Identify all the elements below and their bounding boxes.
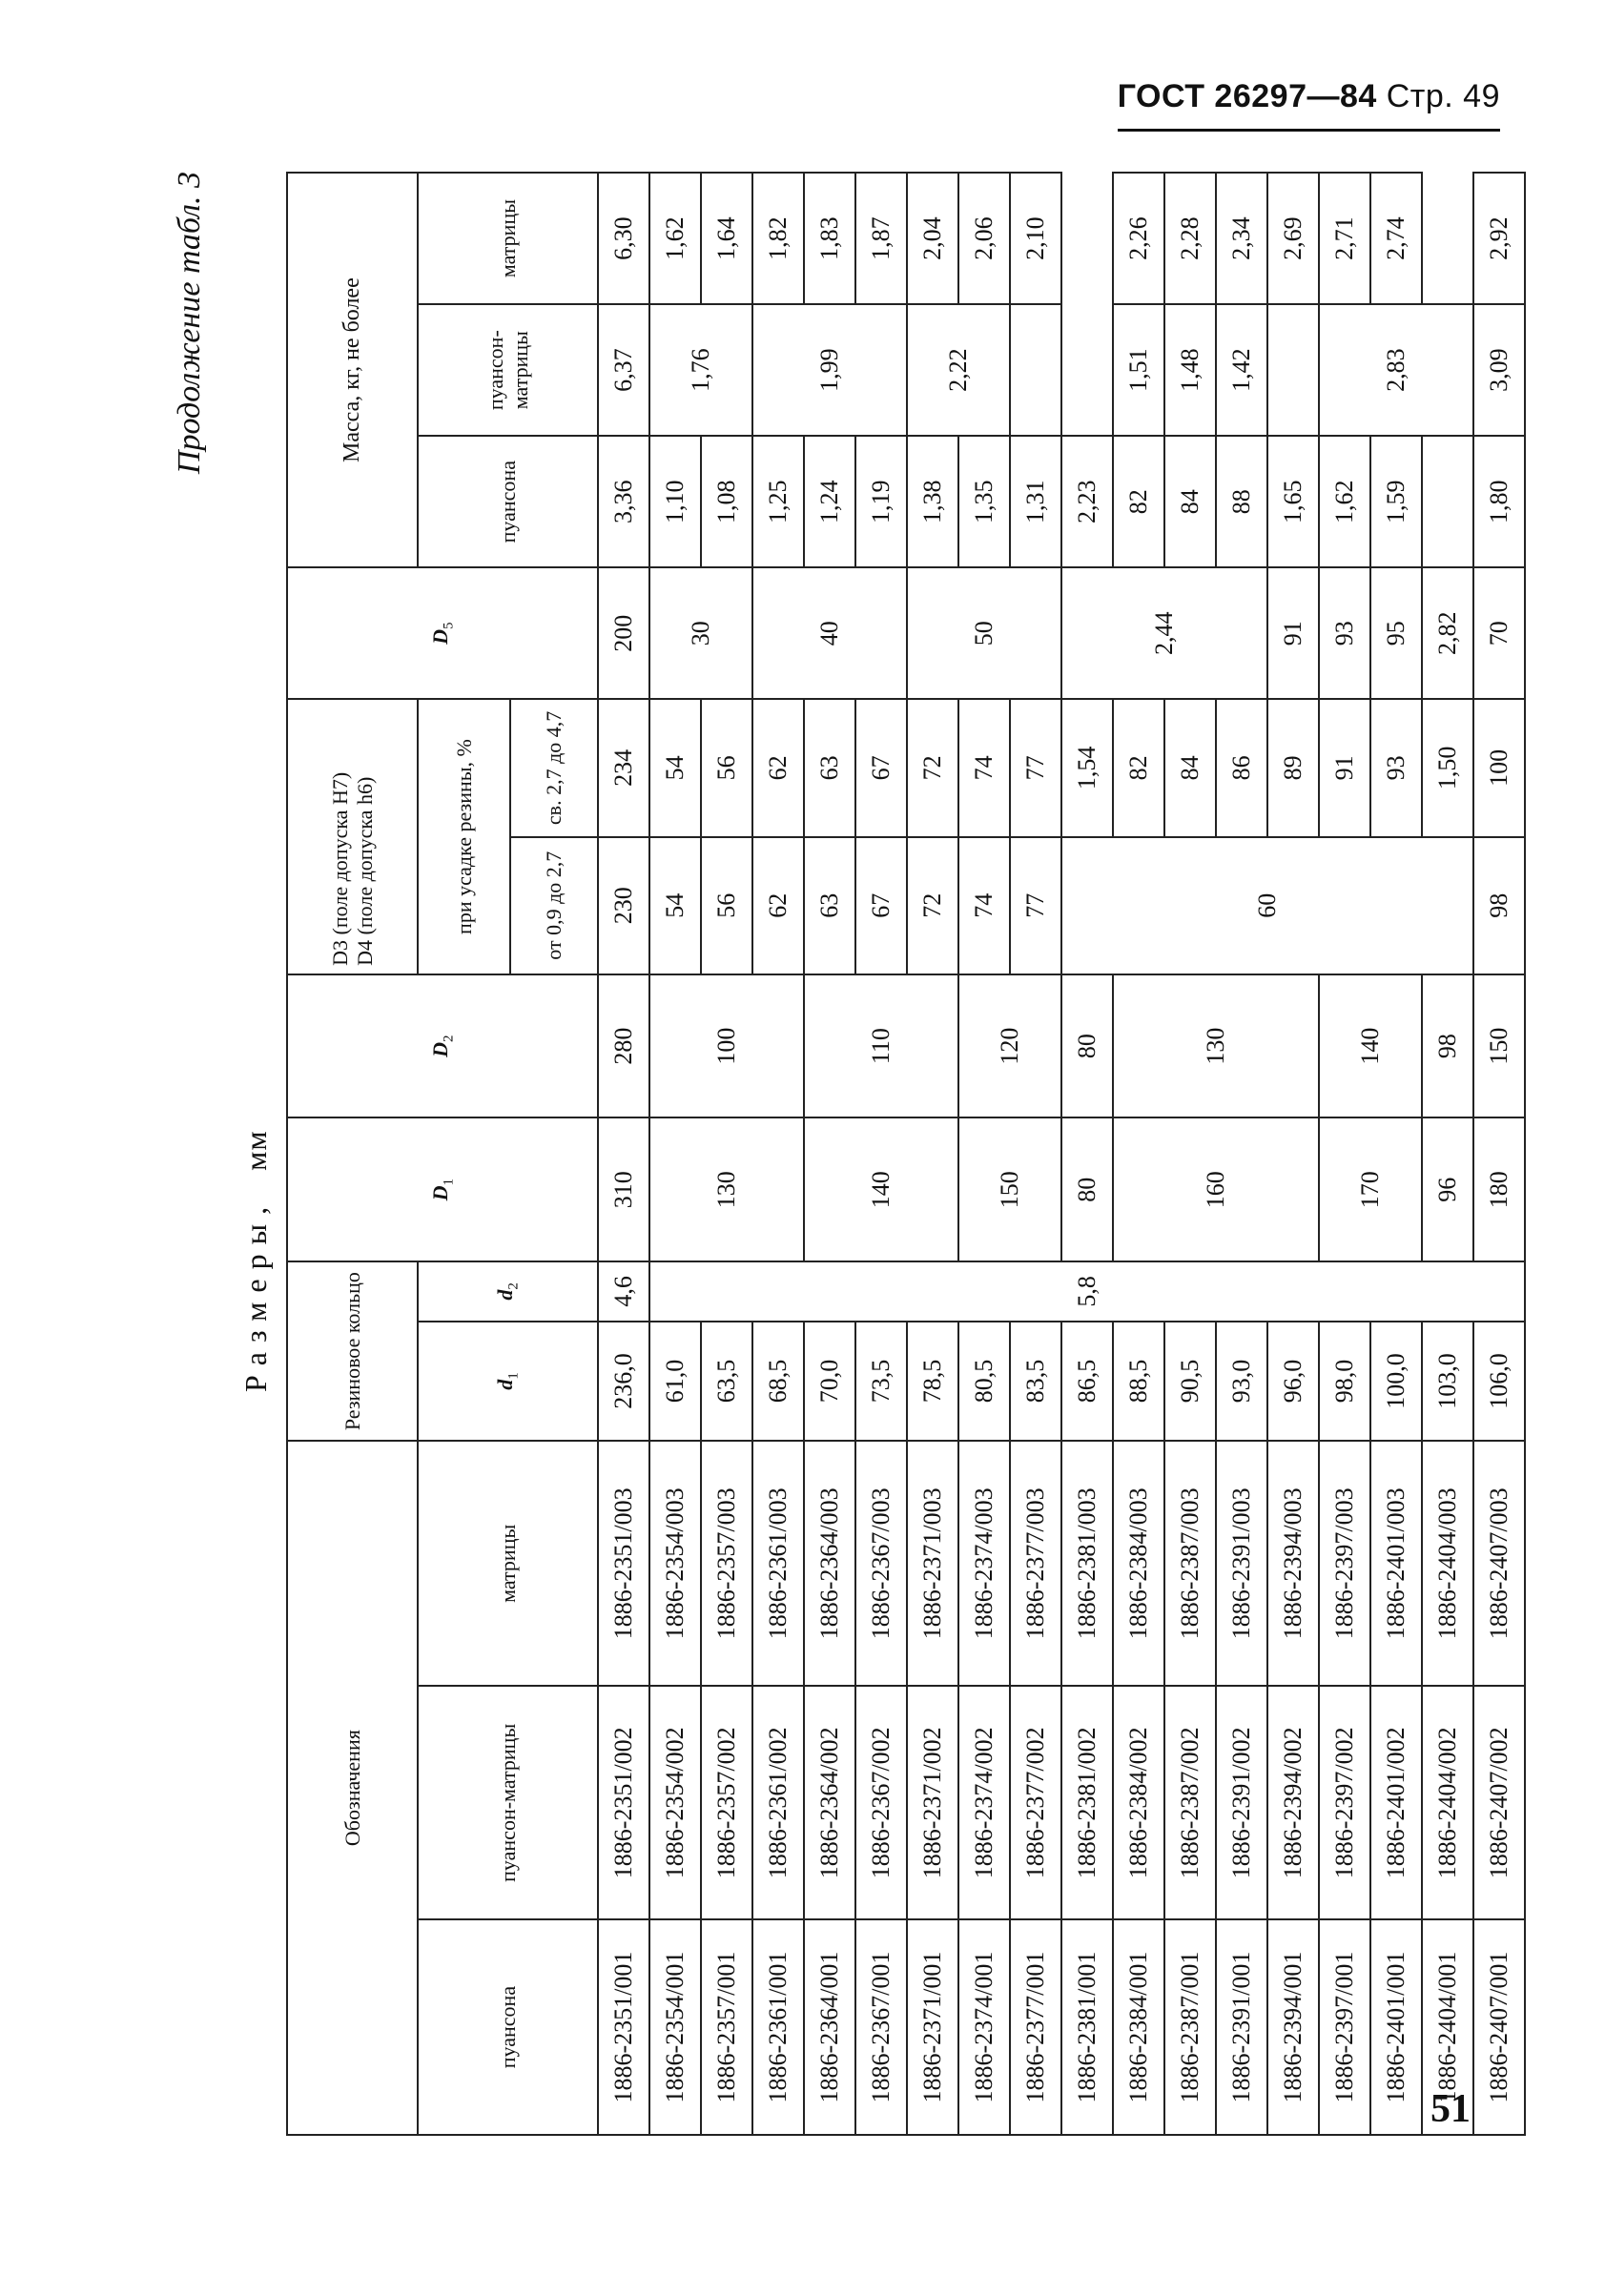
mass-matrix-value: 1,64 xyxy=(701,173,752,304)
D4-value: 100 xyxy=(1473,699,1525,836)
dimensions-table xyxy=(286,172,1526,2136)
D4-value: 67 xyxy=(855,699,907,836)
punch-code: 1886-2407/001 xyxy=(1473,1919,1525,2135)
standard-number: ГОСТ 26297—84 xyxy=(1117,78,1377,114)
mass-punch-matrix-header: пуансон-матрицы xyxy=(418,304,598,436)
mass-matrix-value: 2,71 xyxy=(1319,173,1370,304)
punch-code: 1886-2364/001 xyxy=(804,1919,855,2135)
ring-d1-value: 103,0 xyxy=(1422,1322,1473,1441)
punch-matrix-code: 1886-2354/002 xyxy=(649,1686,701,1919)
matrix-code: 1886-2364/003 xyxy=(804,1441,855,1686)
punch-code: 1886-2397/001 xyxy=(1319,1919,1370,2135)
punch-matrix-code: 1886-2357/002 xyxy=(701,1686,752,1919)
matrix-code: 1886-2357/003 xyxy=(701,1441,752,1686)
ring-d1-value: 80,5 xyxy=(958,1322,1010,1441)
table-body xyxy=(598,173,1525,2135)
ring-d1-value: 78,5 xyxy=(907,1322,958,1441)
mass-punch-value: 1,31 xyxy=(1010,436,1061,567)
D4-value: 80 xyxy=(1061,974,1113,1118)
mass-punch-value: 1,10 xyxy=(649,436,701,567)
mass-matrix-value: 2,06 xyxy=(958,173,1010,304)
ring-d1-value: 236,0 xyxy=(598,1322,649,1441)
D3-value: 67 xyxy=(855,837,907,974)
ring-d2-value: 4,6 xyxy=(598,1261,649,1322)
mass-punch-matrix-value: 1,76 xyxy=(649,304,752,436)
punch-code: 1886-2354/001 xyxy=(649,1919,701,2135)
ring-d1-value: 86,5 xyxy=(1061,1322,1113,1441)
dimensions-label: Размеры, xyxy=(238,1197,273,1392)
D1-value: 160 xyxy=(1113,1117,1319,1261)
D3-value: 98 xyxy=(1473,837,1525,974)
D4-value: 56 xyxy=(701,699,752,836)
D1-value: 170 xyxy=(1319,1117,1422,1261)
D2-value: 280 xyxy=(598,974,649,1118)
mass-punch-matrix-empty xyxy=(1267,304,1319,436)
designations-header: Обозначения xyxy=(287,1441,418,2135)
D4-value: 62 xyxy=(752,699,804,836)
D3-value: 62 xyxy=(752,837,804,974)
D4-value: 93 xyxy=(1319,567,1370,699)
table-row xyxy=(1319,173,1370,2135)
matrix-code: 1886-2381/003 xyxy=(1061,1441,1113,1686)
ring-d1-value: 73,5 xyxy=(855,1322,907,1441)
punch-code: 1886-2351/001 xyxy=(598,1919,649,2135)
D1-value: 130 xyxy=(649,1117,804,1261)
rotated-table-sheet xyxy=(172,172,1512,2136)
mass-punch-value: 3,36 xyxy=(598,436,649,567)
mass-matrix-value: 2,92 xyxy=(1473,173,1525,304)
D3-value: 74 xyxy=(958,837,1010,974)
matrix-code: 1886-2404/003 xyxy=(1422,1441,1473,1686)
mass-matrix-value: 1,83 xyxy=(804,173,855,304)
D3-value: 230 xyxy=(598,837,649,974)
D3-value: 63 xyxy=(804,837,855,974)
matrix-header: матрицы xyxy=(418,1441,598,1686)
punch-matrix-header: пуансон-матрицы xyxy=(418,1686,598,1919)
mass-punch-header: пуансона xyxy=(418,436,598,567)
punch-code: 1886-2357/001 xyxy=(701,1919,752,2135)
punch-matrix-code: 1886-2401/002 xyxy=(1370,1686,1422,1919)
matrix-code: 1886-2384/003 xyxy=(1113,1441,1164,1686)
D3-D4-header xyxy=(287,699,418,974)
d2-header: $d_2$ xyxy=(418,1261,598,1322)
D4-value: 72 xyxy=(907,699,958,836)
punch-code: 1886-2387/001 xyxy=(1164,1919,1216,2135)
D4-value: 63 xyxy=(804,699,855,836)
table-row xyxy=(804,173,855,2135)
punch-matrix-code: 1886-2377/002 xyxy=(1010,1686,1061,1919)
mass-matrix-value: 2,23 xyxy=(1061,436,1113,567)
D3-value: 72 xyxy=(907,837,958,974)
punch-code: 1886-2377/001 xyxy=(1010,1919,1061,2135)
D2-header: $D_2$ xyxy=(287,974,598,1118)
D3-value: 91 xyxy=(1319,699,1370,836)
D3-value: 56 xyxy=(701,837,752,974)
D4-value: 95 xyxy=(1370,567,1422,699)
D4-value: 234 xyxy=(598,699,649,836)
mass-matrix-value: 1,62 xyxy=(649,173,701,304)
D4-value: 74 xyxy=(958,699,1010,836)
punch-matrix-code: 1886-2384/002 xyxy=(1113,1686,1164,1919)
D2-value: 100 xyxy=(649,974,804,1118)
ring-d1-value: 61,0 xyxy=(649,1322,701,1441)
page-label: Стр. 49 xyxy=(1386,78,1500,114)
mass-punch-value: 1,50 xyxy=(1422,699,1473,836)
punch-code: 1886-2384/001 xyxy=(1113,1919,1164,2135)
mass-punch-matrix-value: 2,83 xyxy=(1319,304,1473,436)
D4-value: 88 xyxy=(1216,436,1267,567)
D2-value: 140 xyxy=(1319,974,1422,1118)
D3-tolerance-label: D3 (поле допуска H7) xyxy=(328,771,353,966)
mass-matrix-value: 2,10 xyxy=(1010,173,1061,304)
punch-matrix-code: 1886-2397/002 xyxy=(1319,1686,1370,1919)
mass-matrix-value: 1,87 xyxy=(855,173,907,304)
D3-value: 89 xyxy=(1267,699,1319,836)
shrinkage-header: при усадке резины, % xyxy=(418,699,510,974)
D3-value: 84 xyxy=(1164,699,1216,836)
table-row xyxy=(1422,173,1473,2135)
punch-matrix-code: 1886-2364/002 xyxy=(804,1686,855,1919)
D4-value: 77 xyxy=(1010,699,1061,836)
ring-d1-value: 68,5 xyxy=(752,1322,804,1441)
mass-punch-value: 1,59 xyxy=(1370,436,1422,567)
D3-value: 54 xyxy=(649,837,701,974)
page-header xyxy=(1118,78,1500,132)
table-row xyxy=(1061,173,1113,2135)
D1-value: 150 xyxy=(958,1117,1061,1261)
ring-d1-value: 98,0 xyxy=(1319,1322,1370,1441)
mass-punch-matrix-value: 2,44 xyxy=(1061,567,1267,699)
table-row xyxy=(649,173,701,2135)
D4-value: 91 xyxy=(1267,567,1319,699)
D4-value: 54 xyxy=(649,699,701,836)
D3-value: 80 xyxy=(1061,1117,1113,1261)
punch-code: 1886-2374/001 xyxy=(958,1919,1010,2135)
matrix-code: 1886-2397/003 xyxy=(1319,1441,1370,1686)
mass-punch-value: 1,24 xyxy=(804,436,855,567)
punch-matrix-code: 1886-2387/002 xyxy=(1164,1686,1216,1919)
table-row xyxy=(958,173,1010,2135)
ring-d1-value: 70,0 xyxy=(804,1322,855,1441)
rubber-ring-header: Резиновое кольцо xyxy=(287,1261,418,1441)
punch-matrix-code: 1886-2361/002 xyxy=(752,1686,804,1919)
ring-d2-value: 5,8 xyxy=(649,1261,1525,1322)
D2-value: 110 xyxy=(804,974,958,1118)
mass-punch-value: 1,80 xyxy=(1473,436,1525,567)
units-label: мм xyxy=(238,1130,273,1171)
D5-value: 70 xyxy=(1473,567,1525,699)
mass-matrix-value: 2,74 xyxy=(1370,173,1422,304)
mass-punch-value: 1,65 xyxy=(1267,436,1319,567)
mass-punch-value: 1,62 xyxy=(1319,436,1370,567)
ring-d1-value: 90,5 xyxy=(1164,1322,1216,1441)
matrix-code: 1886-2401/003 xyxy=(1370,1441,1422,1686)
punch-matrix-code: 1886-2407/002 xyxy=(1473,1686,1525,1919)
D4-value: 84 xyxy=(1164,436,1216,567)
mass-matrix-value: 1,82 xyxy=(752,173,804,304)
ring-d1-value: 106,0 xyxy=(1473,1322,1525,1441)
D5-header: $D_5$ xyxy=(287,567,598,699)
punch-code: 1886-2401/001 xyxy=(1370,1919,1422,2135)
table-row xyxy=(1473,173,1525,2135)
mass-punch-matrix-empty xyxy=(1010,304,1061,436)
matrix-code: 1886-2371/003 xyxy=(907,1441,958,1686)
D5-value: 40 xyxy=(752,567,907,699)
D1-value: 140 xyxy=(804,1117,958,1261)
D2-value: 130 xyxy=(1113,974,1319,1118)
matrix-code: 1886-2361/003 xyxy=(752,1441,804,1686)
punch-code: 1886-2394/001 xyxy=(1267,1919,1319,2135)
shrink-low-header: от 0,9 до 2,7 xyxy=(510,837,598,974)
punch-matrix-code: 1886-2351/002 xyxy=(598,1686,649,1919)
mass-punch-value: 1,08 xyxy=(701,436,752,567)
matrix-code: 1886-2374/003 xyxy=(958,1441,1010,1686)
mass-punch-matrix-value: 2,22 xyxy=(907,304,1010,436)
punch-matrix-code: 1886-2381/002 xyxy=(1061,1686,1113,1919)
D3-value: 86 xyxy=(1216,699,1267,836)
D2-value: 150 xyxy=(1473,974,1525,1118)
shrink-high-header: св. 2,7 до 4,7 xyxy=(510,699,598,836)
punch-code: 1886-2404/001 xyxy=(1422,1919,1473,2135)
mass-punch-value: 1,38 xyxy=(907,436,958,567)
table-row xyxy=(598,173,649,2135)
D1-value: 310 xyxy=(598,1117,649,1261)
punch-matrix-code: 1886-2391/002 xyxy=(1216,1686,1267,1919)
punch-code: 1886-2391/001 xyxy=(1216,1919,1267,2135)
matrix-code: 1886-2407/003 xyxy=(1473,1441,1525,1686)
D4-value: 82 xyxy=(1113,436,1164,567)
D4-value: 98 xyxy=(1422,974,1473,1118)
matrix-code: 1886-2367/003 xyxy=(855,1441,907,1686)
D5-value: 200 xyxy=(598,567,649,699)
mass-punch-matrix-value: 6,37 xyxy=(598,304,649,436)
punch-header: пуансона xyxy=(418,1919,598,2135)
D3-value: 82 xyxy=(1113,699,1164,836)
punch-matrix-code: 1886-2367/002 xyxy=(855,1686,907,1919)
D5-value: 50 xyxy=(907,567,1061,699)
matrix-code: 1886-2351/003 xyxy=(598,1441,649,1686)
dimensions-caption xyxy=(238,1130,274,1392)
page-number: 51 xyxy=(1430,2087,1471,2131)
mass-matrix-value: 2,69 xyxy=(1267,173,1319,304)
D1-header: $D_1$ xyxy=(287,1117,598,1261)
mass-punch-matrix-value: 3,09 xyxy=(1473,304,1525,436)
punch-code: 1886-2367/001 xyxy=(855,1919,907,2135)
D1-value: 180 xyxy=(1473,1117,1525,1261)
punch-code: 1886-2381/001 xyxy=(1061,1919,1113,2135)
mass-matrix-value: 2,28 xyxy=(1164,173,1216,304)
punch-code: 1886-2371/001 xyxy=(907,1919,958,2135)
mass-matrix-value: 6,30 xyxy=(598,173,649,304)
matrix-code: 1886-2387/003 xyxy=(1164,1441,1216,1686)
mass-matrix-value: 2,82 xyxy=(1422,567,1473,699)
punch-matrix-code: 1886-2371/002 xyxy=(907,1686,958,1919)
mass-punch-value: 1,42 xyxy=(1216,304,1267,436)
mass-matrix-value: 2,26 xyxy=(1113,173,1164,304)
D3-value: 77 xyxy=(1010,837,1061,974)
ring-d1-value: 96,0 xyxy=(1267,1322,1319,1441)
ring-d1-value: 100,0 xyxy=(1370,1322,1422,1441)
mass-punch-value: 1,25 xyxy=(752,436,804,567)
mass-punch-value: 1,48 xyxy=(1164,304,1216,436)
D3-value: 93 xyxy=(1370,699,1422,836)
D5-value: 30 xyxy=(649,567,752,699)
mass-matrix-header: матрицы xyxy=(418,173,598,304)
continuation-caption: Продолжение табл. 3 xyxy=(172,172,207,475)
punch-matrix-code: 1886-2374/002 xyxy=(958,1686,1010,1919)
punch-matrix-code: 1886-2404/002 xyxy=(1422,1686,1473,1919)
D5-value: 60 xyxy=(1061,837,1473,974)
D2-value: 120 xyxy=(958,974,1061,1118)
table-row xyxy=(1113,173,1164,2135)
punch-matrix-code: 1886-2394/002 xyxy=(1267,1686,1319,1919)
ring-d1-value: 83,5 xyxy=(1010,1322,1061,1441)
matrix-code: 1886-2354/003 xyxy=(649,1441,701,1686)
mass-punch-value: 1,19 xyxy=(855,436,907,567)
mass-header: Масса, кг, не более xyxy=(287,173,418,567)
matrix-code: 1886-2391/003 xyxy=(1216,1441,1267,1686)
d1-header: $d_1$ xyxy=(418,1322,598,1441)
punch-code: 1886-2361/001 xyxy=(752,1919,804,2135)
mass-punch-value: 1,54 xyxy=(1061,699,1113,836)
matrix-code: 1886-2394/003 xyxy=(1267,1441,1319,1686)
ring-d1-value: 88,5 xyxy=(1113,1322,1164,1441)
mass-punch-value: 1,51 xyxy=(1113,304,1164,436)
mass-matrix-value: 2,04 xyxy=(907,173,958,304)
matrix-code: 1886-2377/003 xyxy=(1010,1441,1061,1686)
D4-tolerance-label: D4 (поле допуска h6) xyxy=(352,776,377,966)
mass-punch-value: 1,35 xyxy=(958,436,1010,567)
mass-matrix-value: 2,34 xyxy=(1216,173,1267,304)
mass-punch-matrix-value: 1,99 xyxy=(752,304,907,436)
ring-d1-value: 93,0 xyxy=(1216,1322,1267,1441)
D3-value: 96 xyxy=(1422,1117,1473,1261)
ring-d1-value: 63,5 xyxy=(701,1322,752,1441)
